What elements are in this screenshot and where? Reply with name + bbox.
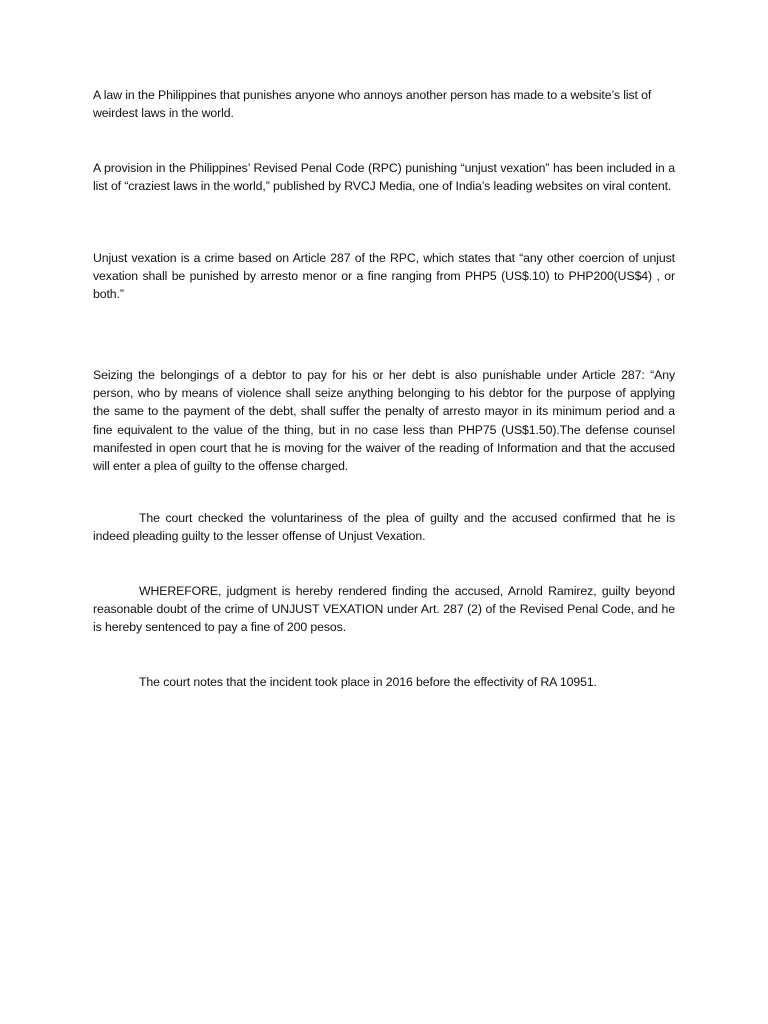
paragraph-judgment: WHEREFORE, judgment is hereby rendered finding the accused, Arnold Ramirez, guilty beyond reasonable doubt of the crime of UNJUST VEXATION under Art. 287 (2) of the Revised Penal Code, and he is hereby sentenced to pay a fine of 200 pesos.	[93, 584, 675, 635]
paragraph-plea-check: The court checked the voluntariness of the plea of guilty and the accused confirmed that he is indeed pleading guilty to the lesser offense of Unjust Vexation.	[93, 511, 675, 544]
paragraph-debtor-seizure: Seizing the belongings of a debtor to pay for his or her debt is also punishable under Article 287: “Any person, who by means of violence shall seize anything belonging to his debtor for the purpose of applying the same to the payment of the debt, shall suffer the penalty of arresto mayor in its minimum period and a fine equivalent to the value of the thing, but in no case less than PHP75 (US$1.50).The defense counsel manifested in open court that he is moving for the waiver of the reading of Information and that the accused will enter a plea of guilty to the offense charged.	[93, 368, 675, 474]
paragraph-intro: A law in the Philippines that punishes anyone who annoys another person has made to a website’s list of weirdest laws in the world.	[93, 88, 652, 121]
paragraph-court-notes: The court notes that the incident took place in 2016 before the effectivity of RA 10951.	[139, 675, 597, 689]
paragraph-article-287: Unjust vexation is a crime based on Article 287 of the RPC, which states that “any other coercion of unjust vexation shall be punished by arresto menor or a fine ranging from PHP5 (US$.10) to PHP200(US$4) , or both.”	[93, 251, 675, 302]
paragraph-rpc-provision: A provision in the Philippines’ Revised Penal Code (RPC) punishing “unjust vexation” has been included in a list of “craziest laws in the world,” published by RVCJ Media, one of India’s leading websites on viral content.	[93, 161, 675, 194]
